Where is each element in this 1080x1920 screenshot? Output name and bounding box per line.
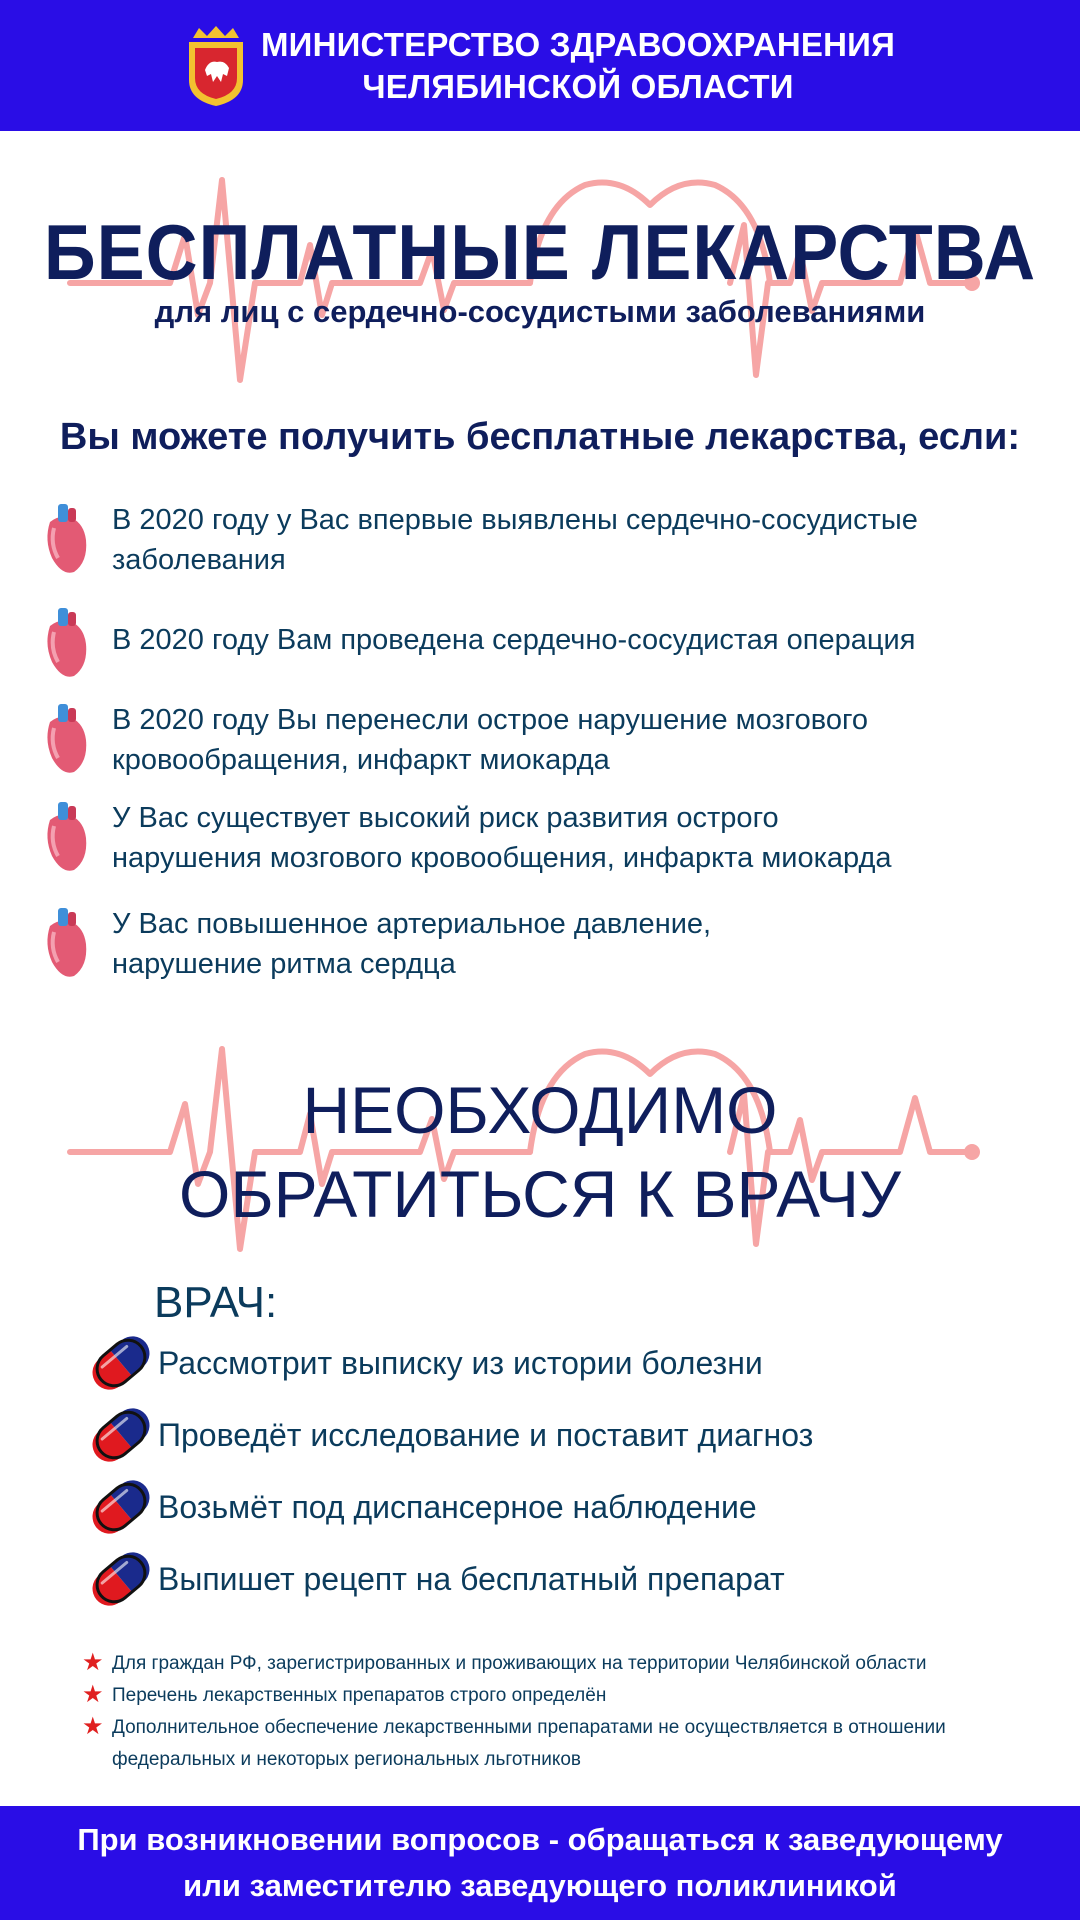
doctor-action: Рассмотрит выписку из истории болезни <box>158 1344 763 1381</box>
condition-line1: В 2020 году у Вас впервые выявлены сердечно-сосудистые <box>112 504 918 536</box>
condition-line2: нарушение ритма сердца <box>112 948 456 980</box>
heart-icon <box>40 604 90 680</box>
header-bar <box>0 0 1080 131</box>
condition-line2: кровообращения, инфаркт миокарда <box>112 744 610 776</box>
doctor-heading: ВРАЧ: <box>154 1278 278 1327</box>
callout-line1: НЕОБХОДИМО <box>302 1073 778 1147</box>
list-item <box>40 604 1050 680</box>
heart-icon <box>40 700 90 776</box>
star-icon: ★ <box>82 1713 104 1740</box>
callout-title <box>0 1068 1080 1236</box>
list-item <box>40 500 1050 580</box>
list-item <box>92 1406 813 1464</box>
star-icon: ★ <box>82 1681 104 1708</box>
list-item <box>92 1478 757 1536</box>
footnote <box>82 1680 1012 1712</box>
heart-icon <box>40 500 90 576</box>
pill-icon <box>92 1334 150 1392</box>
footer-line1: При возникновении вопросов - обращаться к заведующему <box>77 1822 1003 1857</box>
list-item <box>92 1550 785 1608</box>
crest-icon <box>185 24 247 108</box>
footnote-text: Дополнительное обеспечение лекарственными препаратами не осуществляется в отношении федеральных и некоторых региональных льготников <box>112 1717 946 1770</box>
page-title: БЕСПЛАТНЫЕ ЛЕКАРСТВА <box>43 209 1037 297</box>
footnote-text: Для граждан РФ, зарегистрированных и проживающих на территории Челябинской области <box>112 1653 927 1674</box>
doctor-action: Проведёт исследование и поставит диагноз <box>158 1416 814 1453</box>
condition-line1: У Вас существует высокий риск развития острого <box>112 802 779 834</box>
list-item <box>92 1334 763 1392</box>
ministry-title-line1: МИНИСТЕРСТВО ЗДРАВООХРАНЕНИЯ <box>260 25 896 63</box>
heart-icon <box>40 904 90 980</box>
pill-icon <box>92 1550 150 1608</box>
pill-icon <box>92 1406 150 1464</box>
condition-line2: заболевания <box>112 544 286 576</box>
pill-icon <box>92 1478 150 1536</box>
list-item <box>40 700 1050 780</box>
condition-line1: У Вас повышенное артериальное давление, <box>112 908 712 940</box>
condition-line1: В 2020 году Вам проведена сердечно-сосудистая операция <box>112 624 916 656</box>
list-item <box>40 904 1050 984</box>
doctor-action: Выпишет рецепт на бесплатный препарат <box>158 1560 785 1597</box>
footer-bar <box>0 1806 1080 1920</box>
footnotes <box>82 1648 1012 1776</box>
condition-line2: нарушения мозгового кровообщения, инфаркта миокарда <box>112 842 892 874</box>
star-icon: ★ <box>82 1649 104 1676</box>
ministry-title <box>261 24 895 108</box>
condition-line1: В 2020 году Вы перенесли острое нарушение мозгового <box>112 704 869 736</box>
page-subtitle: для лиц с сердечно-сосудистыми заболеваниями <box>154 294 926 329</box>
heart-icon <box>40 798 90 874</box>
footnote <box>82 1648 1012 1680</box>
list-item <box>40 798 1050 878</box>
footer-line2: или заместителю заведующего поликлиникой <box>183 1868 897 1903</box>
callout-line2: ОБРАТИТЬСЯ К ВРАЧУ <box>179 1157 901 1231</box>
footnote-text: Перечень лекарственных препаратов строго определён <box>112 1685 607 1706</box>
footnote <box>82 1712 1012 1776</box>
conditions-heading: Вы можете получить бесплатные лекарства, если: <box>59 416 1021 458</box>
ministry-title-line2: ЧЕЛЯБИНСКОЙ ОБЛАСТИ <box>362 67 794 105</box>
doctor-action: Возьмёт под диспансерное наблюдение <box>158 1488 757 1525</box>
